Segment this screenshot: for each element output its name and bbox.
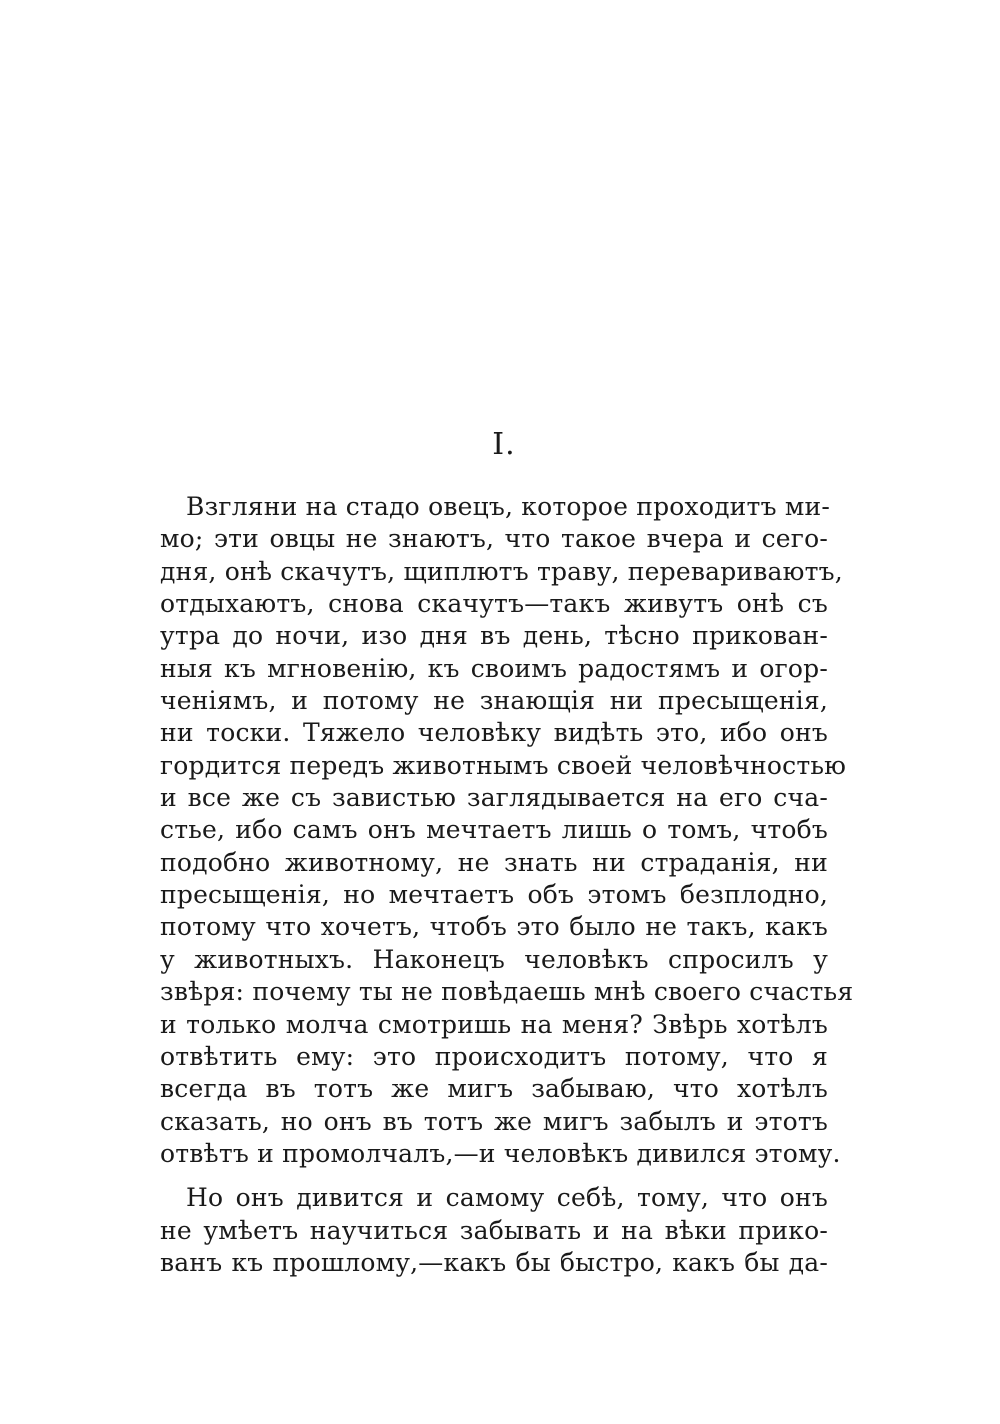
text-line: отдыхаютъ, снова скачутъ—такъ живутъ онѣ съ (160, 589, 828, 619)
text-line: не умѣетъ научиться забывать и на вѣки прико- (160, 1215, 828, 1245)
text-line: сказать, но онъ въ тотъ же мигъ забылъ и этотъ (160, 1106, 828, 1136)
text-line: звѣря: почему ты не повѣдаешь мнѣ своего счастья (160, 977, 854, 1007)
text-line: всегда въ тотъ же мигъ забываю, что хотѣлъ (160, 1074, 828, 1104)
text-line: пресыщенія, но мечтаетъ объ этомъ безплодно, (160, 880, 828, 910)
text-line: потому что хочетъ, чтобъ это было не такъ, какъ (160, 912, 828, 942)
text-line: Но онъ дивится и самому себѣ, тому, что онъ (186, 1183, 828, 1213)
text-line: Взгляни на стадо овецъ, которое проходитъ ми- (186, 492, 830, 521)
text-line: ныя къ мгновенію, къ своимъ радостямъ и огор- (160, 653, 828, 683)
text-line: гордится передъ животнымъ своей человѣчностью (160, 750, 847, 780)
text-line: ченіямъ, и потому не знающія ни пресыщенія, (160, 686, 828, 716)
text-line: отвѣтъ и промолчалъ,—и человѣкъ дивился этому. (160, 1138, 841, 1168)
text-line: утра до ночи, изо дня въ день, тѣсно прикован- (160, 621, 828, 651)
paragraph (160, 1182, 828, 1279)
text-line: дня, онѣ скачутъ, щиплютъ траву, перевариваютъ, (160, 556, 843, 586)
paragraph (160, 491, 854, 1170)
text-line: ни тоски. Тяжело человѣку видѣть это, ибо онъ (160, 718, 828, 748)
chapter-number: I. (492, 427, 516, 462)
text-line: и все же съ завистью заглядывается на его сча- (160, 783, 828, 813)
text-line: ванъ къ прошлому,—какъ бы быстро, какъ бы да- (160, 1247, 828, 1277)
text-line: подобно животному, не знать ни страданія, ни (160, 847, 828, 877)
text-line: стье, ибо самъ онъ мечтаетъ лишь о томъ, чтобъ (160, 815, 828, 845)
text-line: отвѣтить ему: это происходитъ потому, что я (160, 1041, 828, 1071)
text-line: и только молча смотришь на меня? Звѣрь хотѣлъ (160, 1009, 828, 1039)
text-line: мо; эти овцы не знаютъ, что такое вчера и сего- (160, 524, 828, 554)
paragraph-gap (160, 1170, 828, 1182)
body-text (160, 491, 854, 1279)
text-line: у животныхъ. Наконецъ человѣкъ спросилъ у (160, 944, 828, 974)
